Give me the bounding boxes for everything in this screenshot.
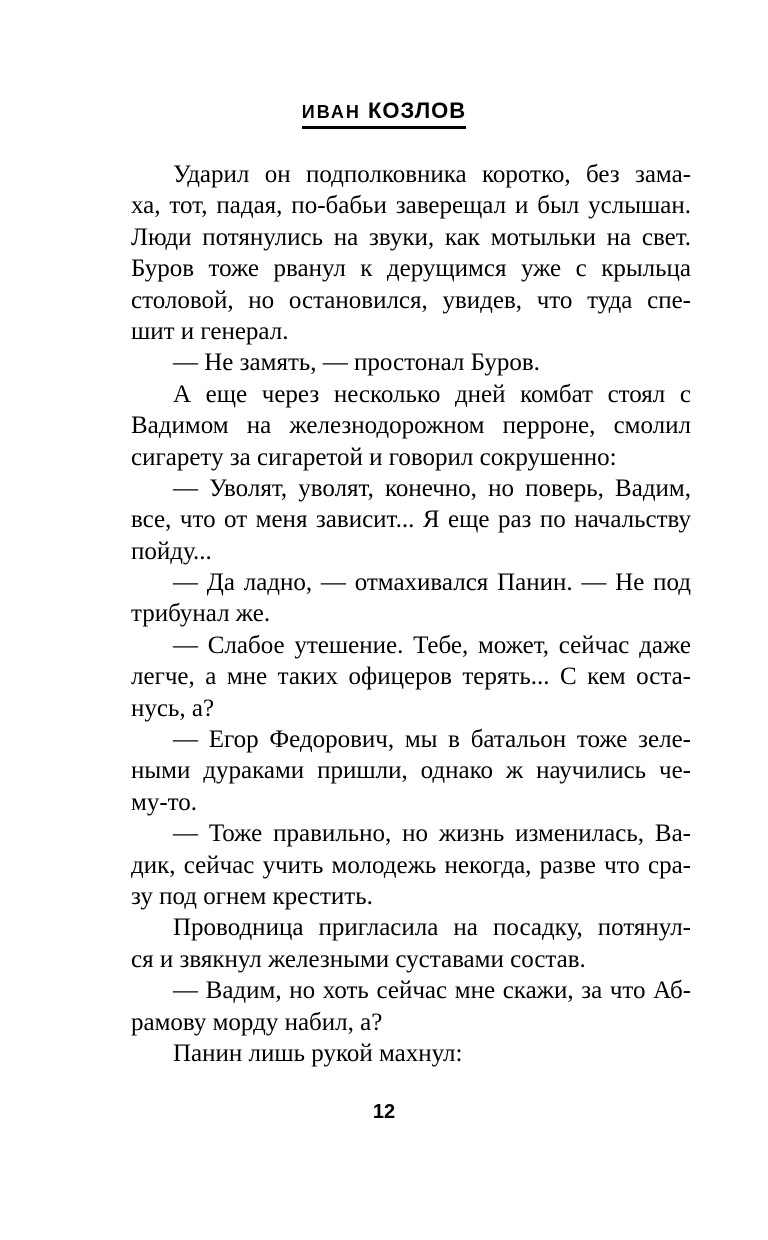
text-line: пойду... — [131, 537, 212, 565]
body-text — [131, 159, 691, 1069]
text-line: Люди потянулись на звуки, как мотыльки на свет. — [131, 223, 691, 251]
text-line: Буров тоже рванул к дерущимся уже с крыльца — [131, 255, 691, 283]
text-line: А еще через несколько дней комбат стоял с — [173, 380, 691, 408]
text-line: Панин лишь рукой махнул: — [173, 1039, 463, 1067]
text-line: все, что от меня зависит... Я еще раз по начальству — [131, 506, 691, 534]
text-line: нусь, а? — [131, 694, 215, 722]
running-head — [0, 98, 768, 129]
text-line: Проводница пригласила на посадку, потянул- — [173, 914, 691, 942]
text-line: — Егор Федорович, мы в батальон тоже зеле- — [173, 726, 691, 754]
page-number: 12 — [372, 1101, 396, 1123]
text-line: зу под огнем крестить. — [131, 882, 373, 910]
text-line: Вадимом на железнодорожном перроне, смолил — [131, 412, 691, 440]
text-line: шит и генерал. — [131, 317, 289, 345]
text-line: сигарету за сигаретой и говорил сокрушенно: — [131, 443, 617, 471]
text-line: — Уволят, уволят, конечно, но поверь, Вадим, — [173, 474, 691, 502]
text-line: — Тоже правильно, но жизнь изменилась, Ва- — [173, 820, 691, 848]
text-line: му-то. — [131, 788, 197, 816]
text-line: ся и звякнул железными суставами состав. — [131, 945, 586, 973]
text-line: ными дураками пришли, однако ж научились че- — [131, 757, 691, 785]
text-line: трибунал же. — [131, 600, 271, 628]
text-line: легче, а мне таких офицеров терять... С кем оста- — [131, 663, 691, 691]
running-head-underline — [302, 98, 466, 129]
text-line: рамову морду набил, а? — [131, 1008, 383, 1036]
author-last-name: КОЗЛОВ — [367, 98, 467, 123]
text-line: — Не замять, — простонал Буров. — [173, 349, 540, 377]
text-line: столовой, но остановился, увидев, что туда спе- — [131, 286, 691, 314]
text-line: дик, сейчас учить молодежь некогда, разве что сра- — [131, 851, 691, 879]
text-line: ха, тот, падая, по-бабьи заверещал и был услышан. — [131, 192, 691, 220]
text-line: — Вадим, но хоть сейчас мне скажи, за что Аб- — [173, 977, 691, 1005]
text-line: — Да ладно, — отмахивался Панин. — Не под — [173, 569, 691, 597]
text-line: Ударил он подполковника коротко, без зама- — [173, 161, 691, 188]
text-line: — Слабое утешение. Тебе, может, сейчас даже — [173, 631, 691, 659]
author-first-name: ИВАН — [301, 102, 361, 122]
